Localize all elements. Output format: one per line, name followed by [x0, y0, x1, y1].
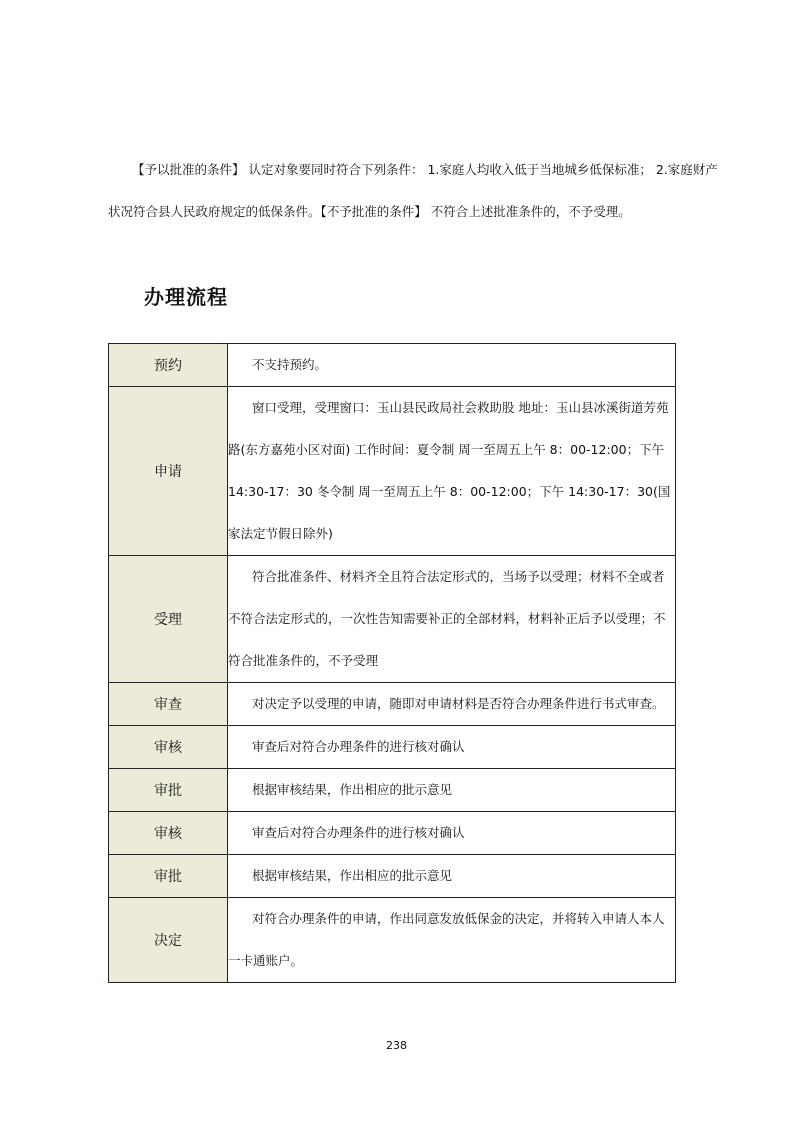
- step-content-text: 审查后对符合办理条件的进行核对确认: [252, 825, 465, 840]
- step-label: 审查: [109, 683, 228, 726]
- conditions-paragraph-line-2: 状况符合县人民政府规定的低保条件。【不予批准的条件】 不符合上述批准条件的，不予受理。: [108, 204, 631, 219]
- step-content-text: 根据审核结果，作出相应的批示意见: [252, 868, 453, 883]
- step-content: [228, 344, 676, 387]
- table-row: [109, 812, 676, 855]
- step-content: [228, 812, 676, 855]
- step-content: [228, 769, 676, 812]
- step-label: 申请: [109, 387, 228, 556]
- step-content-text: 对决定予以受理的申请，随即对申请材料是否符合办理条件进行书式审查。: [252, 696, 665, 711]
- step-content-text: 审查后对符合办理条件的进行核对确认: [252, 739, 465, 754]
- step-label: 审核: [109, 812, 228, 855]
- table-row: [109, 556, 676, 683]
- step-content: [228, 387, 676, 556]
- step-content-text: 根据审核结果，作出相应的批示意见: [252, 782, 453, 797]
- step-content: [228, 898, 676, 983]
- step-content: [228, 683, 676, 726]
- process-table: [108, 343, 676, 983]
- step-label: 审批: [109, 855, 228, 898]
- table-row: [109, 683, 676, 726]
- step-label: 审核: [109, 726, 228, 769]
- step-content-text: 窗口受理，受理窗口：玉山县民政局社会救助股 地址：玉山县冰溪街道芳苑路(东方嘉苑小区对面) 工作时间：夏令制 周一至周五上午 8：00-12:00；下午14:30-17：30 冬令制 周一至周五上午 8：00-12:00；下午 14:30-17：30(国家法定节假日除外): [228, 400, 671, 541]
- step-label: 预约: [109, 344, 228, 387]
- table-row: [109, 855, 676, 898]
- step-content-text: 不支持预约。: [252, 357, 328, 372]
- table-row: [109, 726, 676, 769]
- step-content-text: 符合批准条件、材料齐全且符合法定形式的，当场予以受理；材料不全或者不符合法定形式的，一次性告知需要补正的全部材料，材料补正后予以受理；不符合批准条件的，不予受理: [228, 569, 666, 668]
- table-row: [109, 769, 676, 812]
- step-content: [228, 556, 676, 683]
- step-content: [228, 855, 676, 898]
- table-row: [109, 898, 676, 983]
- step-label: 受理: [109, 556, 228, 683]
- step-label: 审批: [109, 769, 228, 812]
- conditions-paragraph-line-1: 【予以批准的条件】 认定对象要同时符合下列条件： 1.家庭人均收入低于当地城乡低保标准； 2.家庭财产: [132, 162, 718, 177]
- step-label: 决定: [109, 898, 228, 983]
- table-row: [109, 387, 676, 556]
- step-content: [228, 726, 676, 769]
- section-heading: 办理流程: [144, 285, 228, 309]
- step-content-text: 对符合办理条件的申请，作出同意发放低保金的决定，并将转入申请人本人一卡通账户。: [228, 911, 665, 968]
- page-number: 238: [386, 1039, 407, 1052]
- table-row: [109, 344, 676, 387]
